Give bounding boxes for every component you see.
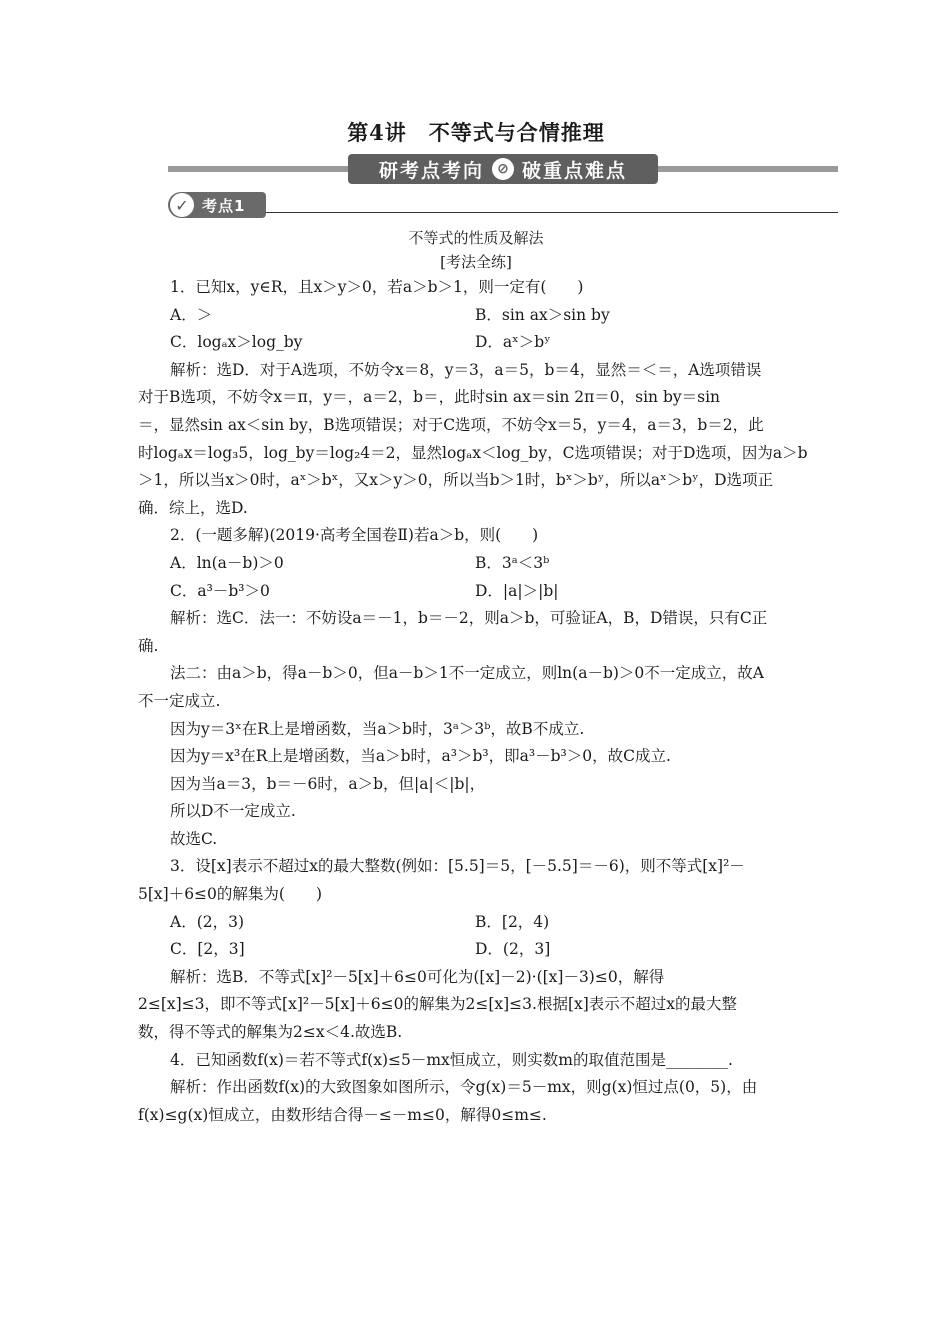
- text-line: 数，得不等式的解集为2≤x＜4.故选B.: [138, 1023, 403, 1042]
- text-line: f(x)≤g(x)恒成立，由数形结合得－≤－m≤0，解得0≤m≤.: [138, 1105, 547, 1124]
- option-item: B．[2，4): [475, 912, 550, 931]
- text-line: 2≤[x]≤3，即不等式[x]²－5[x]＋6≤0的解集为2≤[x]≤3.根据[x]表示不超过x的最大整: [138, 995, 738, 1014]
- option-item: A．＞: [170, 305, 213, 324]
- text-line: 解析：选B．不等式[x]²－5[x]＋6≤0可化为([x]－2)·([x]－3)≤0，解得: [170, 967, 665, 986]
- option-row: [138, 578, 814, 606]
- option-item: A．(2，3): [170, 912, 245, 931]
- text-line: 3．设[x]表示不超过x的最大整数(例如：[5.5]＝5，[－5.5]＝－6)，则不等式[x]²－: [170, 857, 745, 876]
- section-banner: [168, 154, 838, 184]
- option-item: D．aˣ＞bʸ: [475, 333, 551, 352]
- text-line: 因为y＝3ˣ在R上是增函数，当a＞b时，3ᵃ＞3ᵇ，故B不成立.: [170, 719, 585, 738]
- text-line: 对于B选项，不妨令x＝π，y＝，a＝2，b＝，此时sin ax＝sin 2π＝0，sin by＝sin: [138, 388, 721, 407]
- text-line: 时logₐx＝log₃5，log_by＝log₂4＝2，显然logₐx＜log_by，C选项错误；对于D选项，因为a＞b: [138, 443, 808, 462]
- section-title: 不等式的性质及解法: [408, 229, 544, 247]
- document-page: [138, 118, 814, 1129]
- text-line: ＞1，所以当x＞0时，aˣ＞bˣ，又x＞y＞0，所以当b＞1时，bˣ＞bʸ，所以aˣ＞bʸ，D选项正: [138, 471, 774, 490]
- option-item: C．[2，3]: [170, 940, 245, 959]
- text-line: 解析：作出函数f(x)的大致图象如图所示，令g(x)＝5－mx，则g(x)恒过点(0，5)，由: [170, 1078, 758, 1097]
- document-body: [138, 274, 814, 1129]
- text-line: 2．(一题多解)(2019·高考全国卷Ⅱ)若a＞b，则( ): [170, 526, 539, 545]
- banner-left-text: 研考点考向: [378, 159, 484, 182]
- banner-box: [348, 154, 658, 184]
- text-line: 法二：由a＞b，得a－b＞0，但a－b＞1不一定成立，则ln(a－b)＞0不一定成立，故A: [170, 664, 764, 683]
- check-icon: ✓: [170, 193, 194, 217]
- text-line: 因为y＝x³在R上是增函数，当a＞b时，a³＞b³，即a³－b³＞0，故C成立.: [170, 747, 671, 766]
- option-row: [138, 329, 814, 357]
- practice-subtitle: [考法全练]: [440, 253, 512, 271]
- text-line: 因为当a＝3，b＝－6时，a＞b，但|a|＜|b|，: [170, 774, 486, 793]
- text-line: 解析：选C．法一：不妨设a＝－1，b＝－2，则a＞b，可验证A，B，D错误，只有C正: [170, 609, 768, 628]
- text-line: 故选C.: [170, 829, 218, 848]
- option-item: C．logₐx＞log_by: [170, 333, 303, 352]
- kaodian-row: [138, 190, 814, 220]
- lesson-title: 第4讲 不等式与合情推理: [347, 120, 605, 145]
- text-line: 5[x]＋6≤0的解集为( ): [138, 885, 323, 904]
- kaodian-label: 考点1: [202, 196, 246, 215]
- option-row: [138, 936, 814, 964]
- option-item: B．3ᵃ＜3ᵇ: [475, 553, 550, 572]
- text-line: 不一定成立.: [138, 691, 221, 710]
- kaodian-rule: [266, 212, 838, 213]
- text-line: 确．综上，选D.: [138, 498, 248, 517]
- option-row: [138, 909, 814, 937]
- text-line: 确.: [138, 636, 159, 655]
- text-line: ＝，显然sin ax＜sin by，B选项错误；对于C选项，不妨令x＝5，y＝4，a＝3，b＝2，此: [138, 415, 764, 434]
- option-item: C．a³－b³＞0: [170, 581, 270, 600]
- banner-divider-icon: ⊘: [492, 158, 514, 180]
- option-item: D．(2，3]: [475, 940, 551, 959]
- text-line: 1．已知x，y∈R，且x＞y＞0，若a＞b＞1，则一定有( ): [170, 278, 584, 296]
- text-line: 4．已知函数f(x)＝若不等式f(x)≤5－mx恒成立，则实数m的取值范围是________.: [170, 1050, 733, 1069]
- option-item: D．|a|＞|b|: [475, 581, 559, 600]
- kaodian-badge: [168, 192, 266, 218]
- text-line: 解析：选D．对于A选项，不妨令x＝8，y＝3，a＝5，b＝4，显然＝＜＝，A选项错误: [170, 360, 762, 379]
- text-line: 所以D不一定成立.: [170, 802, 296, 821]
- option-row: [138, 302, 814, 330]
- option-item: B．sin ax＞sin by: [475, 305, 610, 324]
- option-item: A．ln(a－b)＞0: [170, 553, 284, 572]
- option-row: [138, 550, 814, 578]
- banner-right-text: 破重点难点: [522, 159, 628, 182]
